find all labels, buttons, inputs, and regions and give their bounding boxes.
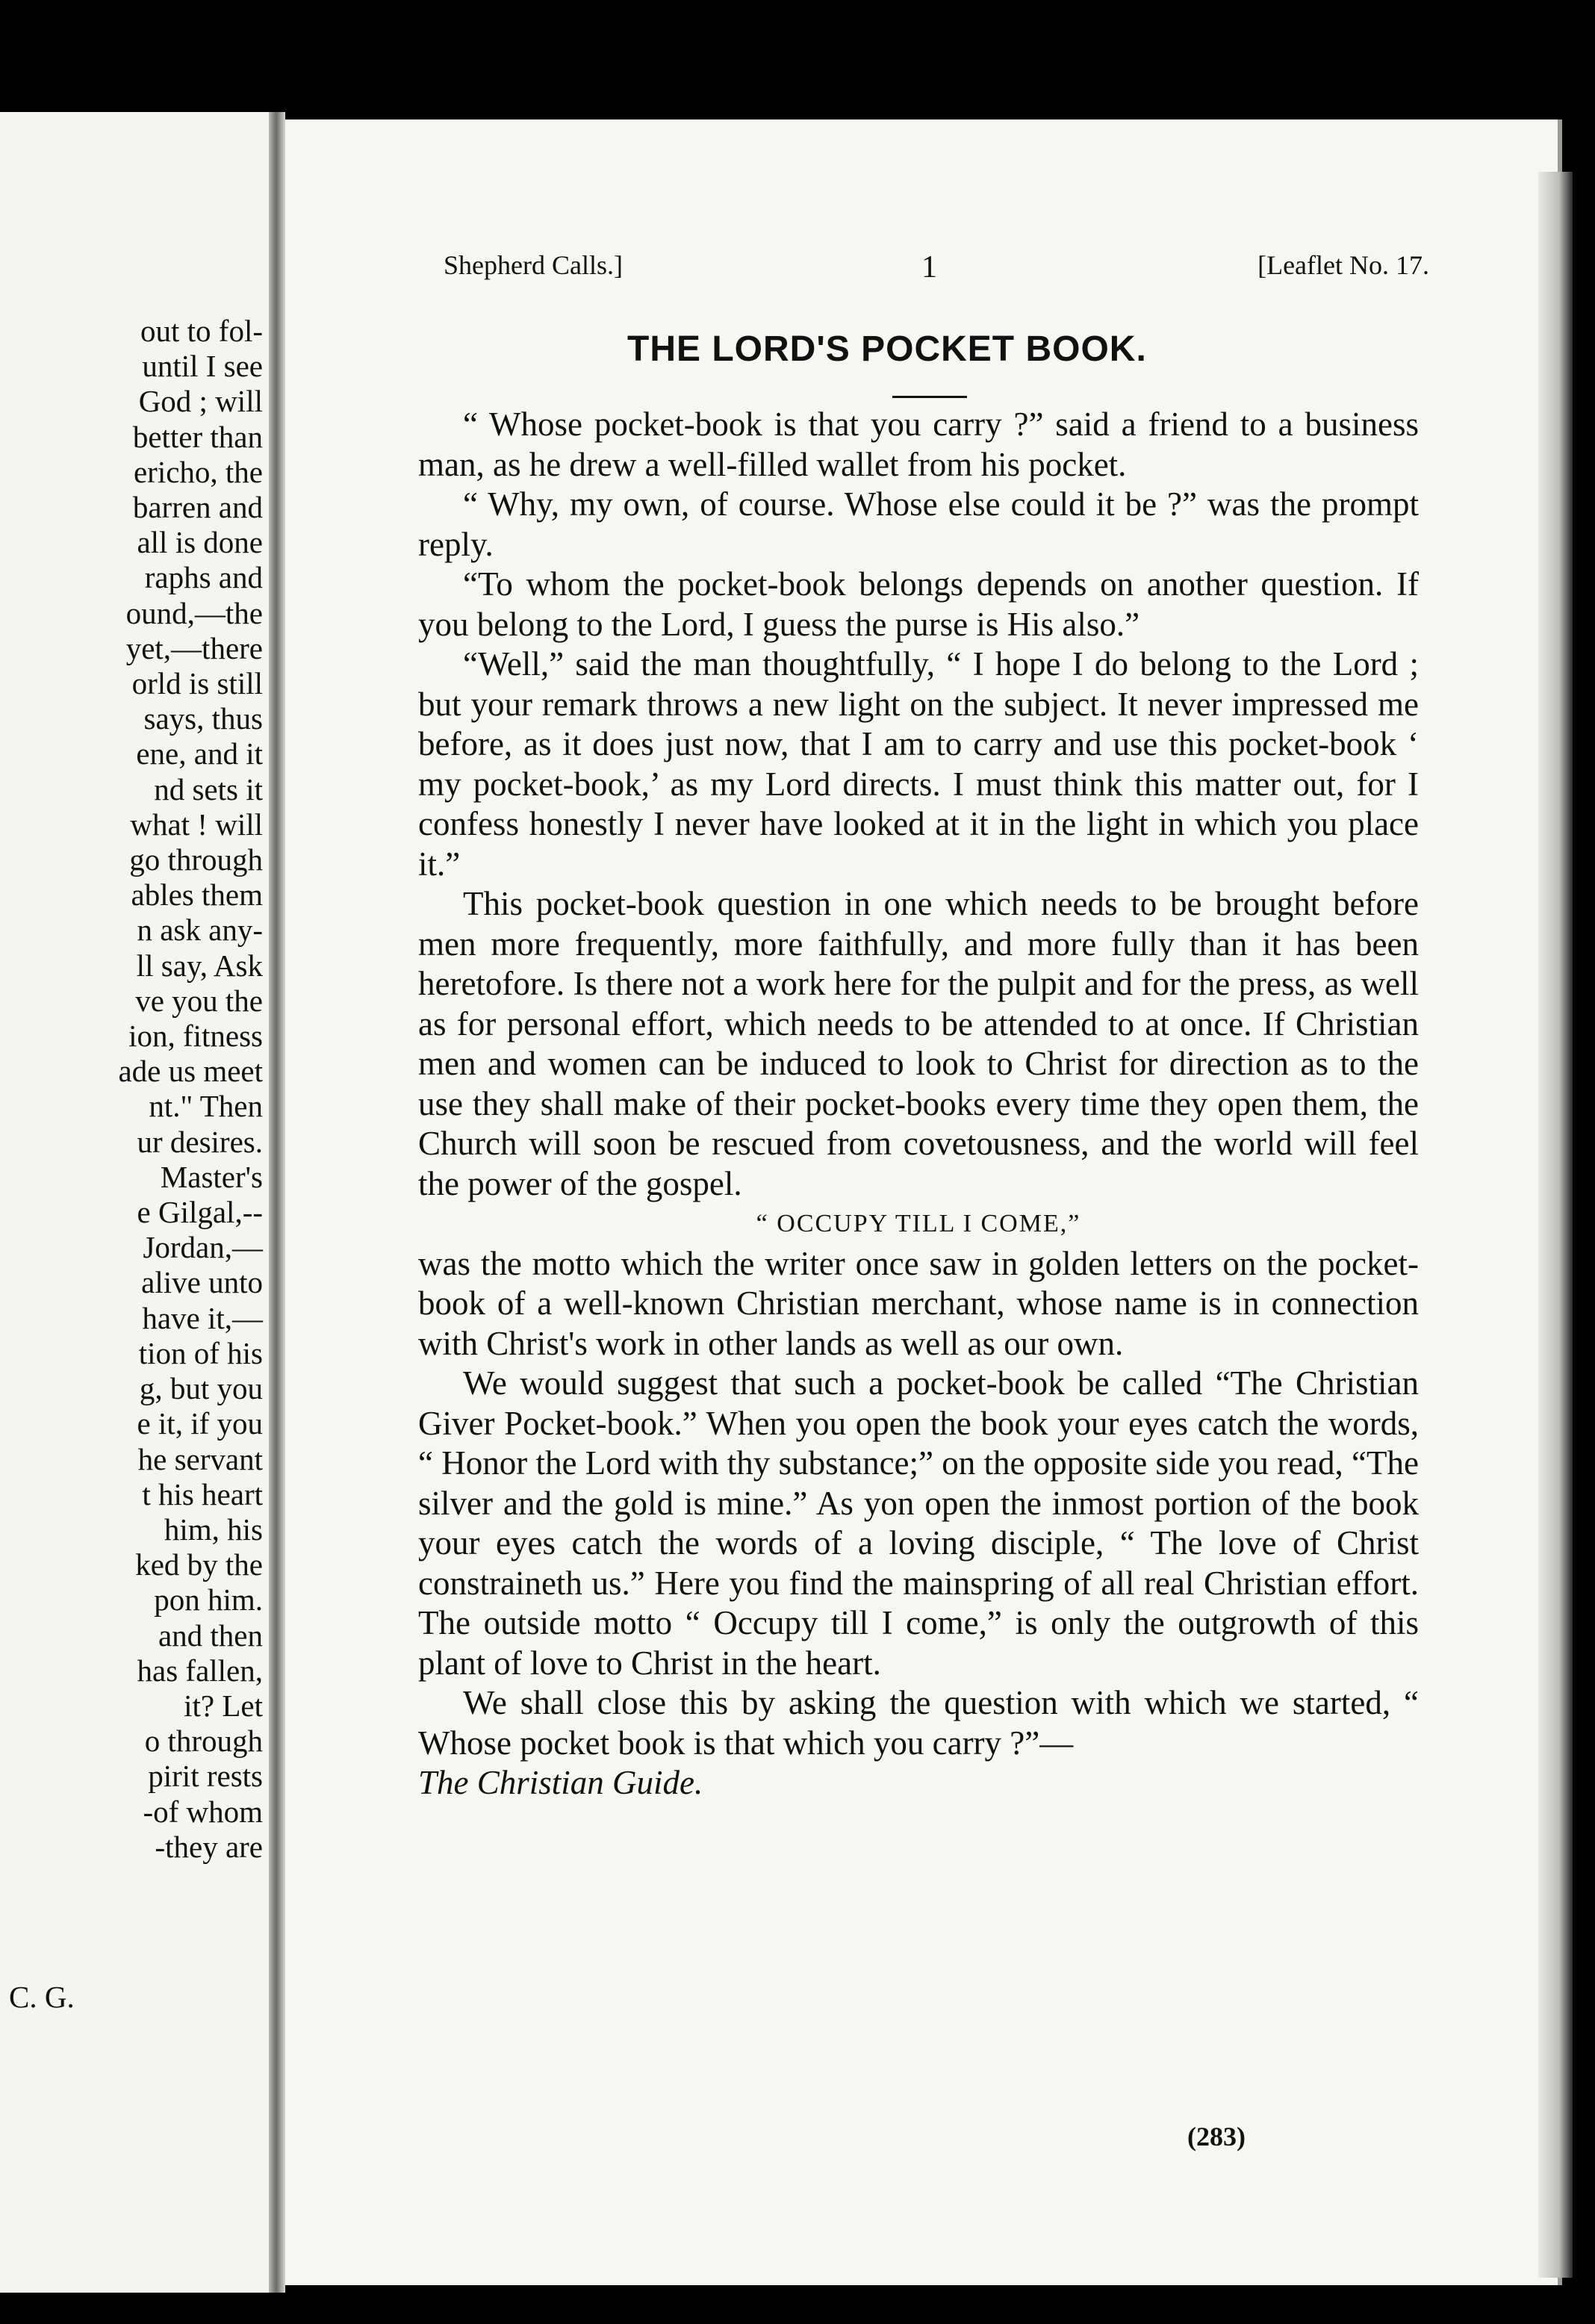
previous-page-line: all is done xyxy=(137,525,263,560)
previous-page-line: raphs and xyxy=(144,560,263,595)
previous-page-line: nd sets it xyxy=(154,771,263,807)
previous-page-line: ion, fitness xyxy=(128,1019,263,1054)
previous-page-line: e Gilgal,-- xyxy=(137,1195,263,1230)
previous-page-line: better than xyxy=(132,419,263,454)
previous-page-line: ene, and it xyxy=(136,736,263,771)
previous-page-line: until I see xyxy=(142,349,263,384)
previous-page-line: n ask any- xyxy=(137,913,263,948)
previous-page-line: says, thus xyxy=(143,701,263,736)
previous-page-line: -they are xyxy=(155,1829,263,1864)
previous-page-line: ur desires. xyxy=(137,1124,263,1159)
article-title: THE LORD'S POCKET BOOK. xyxy=(627,329,1147,369)
previous-page-line: him, his xyxy=(164,1511,263,1547)
previous-page-line: Jordan,— xyxy=(143,1230,263,1265)
previous-page-line: ve you the xyxy=(135,983,263,1018)
previous-page-line: pirit rests xyxy=(148,1759,263,1794)
paragraph: We shall close this by asking the question with which we started, “ Whose pocket book is that which you carry ?”— xyxy=(418,1684,1419,1762)
previous-page-line: t his heart xyxy=(142,1476,263,1511)
previous-page-line: ables them xyxy=(131,877,263,913)
previous-page-line: go through xyxy=(129,842,263,877)
previous-page-line: pon him. xyxy=(154,1582,263,1618)
header-page-number: 1 xyxy=(921,250,937,285)
paragraph: “To whom the pocket-book belongs depends on another question. If you belong to the Lord, I guess the purse is His also.” xyxy=(418,565,1419,643)
title-rule xyxy=(892,396,967,398)
previous-page-line: alive unto xyxy=(141,1265,263,1300)
footer-page-number: (283) xyxy=(1187,2122,1246,2151)
paragraph: “ Whose pocket-book is that you carry ?” said a friend to a business man, as he drew a well-filled wallet from his pocket. xyxy=(418,406,1419,483)
previous-page-line: ked by the xyxy=(135,1547,263,1582)
previous-page-line: what ! will xyxy=(130,807,263,842)
previous-page-line: e it, if you xyxy=(137,1406,263,1441)
previous-page-text xyxy=(0,314,263,1865)
previous-page-line: out to fol- xyxy=(140,314,263,348)
previous-page-line: Master's xyxy=(160,1159,263,1194)
previous-page-line: have it,— xyxy=(142,1300,263,1335)
previous-page xyxy=(0,112,269,2293)
book-gutter xyxy=(269,112,285,2293)
previous-page-line: he servant xyxy=(137,1441,263,1476)
previous-page-line: -of whom xyxy=(143,1794,263,1829)
previous-page-line: barren and xyxy=(132,490,263,525)
previous-page-line: ll say, Ask xyxy=(136,948,263,983)
motto-heading: “ OCCUPY TILL I COME,” xyxy=(756,1210,1081,1237)
header-series: Shepherd Calls.] xyxy=(444,250,623,280)
previous-page-line: and then xyxy=(158,1618,263,1653)
paragraph: was the motto which the writer once saw in golden letters on the pocket-book of a well-known Christian merchant, whose name is in connection with Christ's work in other lands as well as our own. xyxy=(418,1244,1419,1362)
running-header xyxy=(444,249,1429,285)
previous-page-line: ade us meet xyxy=(118,1054,263,1089)
page-edge xyxy=(1538,172,1573,2278)
header-leaflet-number: [Leaflet No. 17. xyxy=(1257,250,1429,280)
previous-page-line: o through xyxy=(144,1724,263,1759)
article-body xyxy=(418,405,1419,1803)
paragraph: “Well,” said the man thoughtfully, “ I hope I do belong to the Lord ; but your remark throws a new light on the subject. It never impressed me before, as it does just now, that I am to carry and use this pocket-book ‘ my pocket-book,’ as my Lord directs. I must think this matter out, for I confess honestly I never have looked at it in the light in which you place it.” xyxy=(418,645,1419,883)
previous-page-line: yet,—there xyxy=(125,630,263,665)
previous-page-line: orld is still xyxy=(131,666,263,701)
paragraph: We would suggest that such a pocket-book be called “The Christian Giver Pocket-book.” When you open the book your eyes catch the words, “ Honor the Lord with thy substance;” on the opposite side you read, “The silver and the gold is mine.” As yon open the inmost portion of the book your eyes catch the words of a loving disciple, “ The love of Christ constraineth us.” Here you find the mainspring of all real Christian effort. The outside motto “ Occupy till I come,” is only the outgrowth of this plant of love to Christ in the heart. xyxy=(418,1364,1419,1682)
source-attribution: The Christian Guide. xyxy=(418,1764,703,1801)
previous-page-line: g, but you xyxy=(139,1371,263,1406)
previous-page-line: ericho, the xyxy=(133,454,263,489)
previous-page-line: tion of his xyxy=(138,1335,263,1370)
previous-page-line: God ; will xyxy=(138,384,263,419)
paragraph: “ Why, my own, of course. Whose else could it be ?” was the prompt reply. xyxy=(418,485,1419,563)
previous-page-signature: C. G. xyxy=(9,1980,75,2014)
previous-page-line: has fallen, xyxy=(137,1653,263,1688)
previous-page-line: it? Let xyxy=(184,1688,263,1723)
previous-page-line: nt." Then xyxy=(149,1089,263,1124)
paragraph: This pocket-book question in one which needs to be brought before men more frequently, more faithfully, and more fully than it has been heretofore. Is there not a work here for the pulpit and for the press, as well as for personal effort, which needs to be attended to at once. If Christian men and women can be induced to look to Christ for direction as to the use they shall make of their pocket-books every time they open them, the Church will soon be rescued from covetousness, and the world will feel the power of the gospel. xyxy=(418,885,1419,1202)
previous-page-line: ound,—the xyxy=(125,595,263,630)
